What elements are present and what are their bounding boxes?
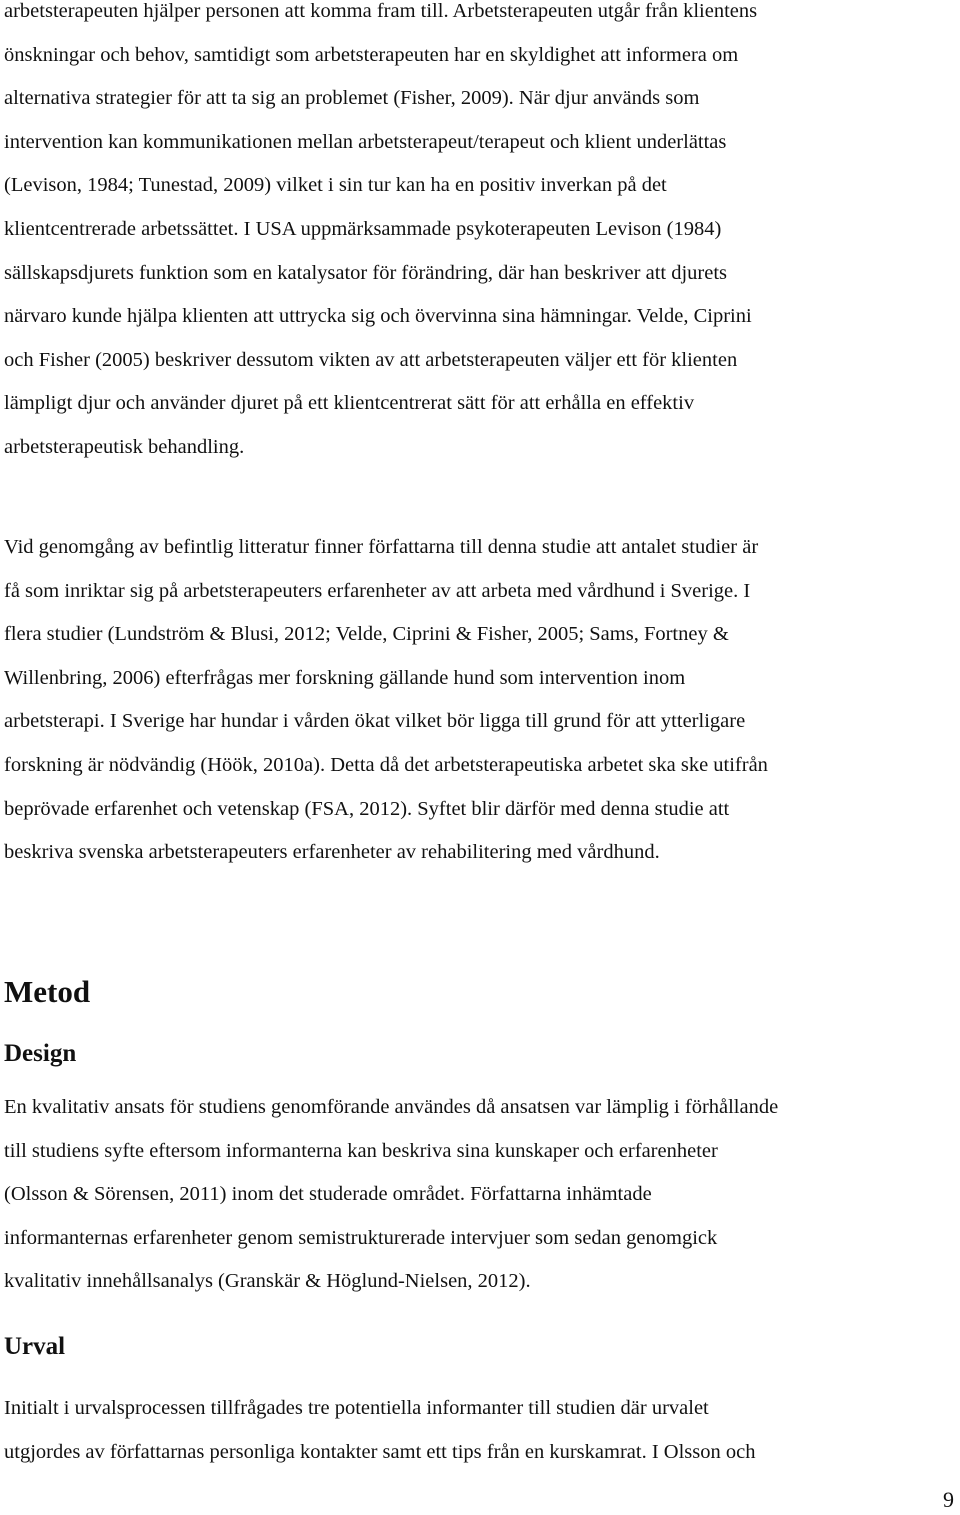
heading-design: Design <box>4 1040 77 1067</box>
text-line: Vid genomgång av befintlig litteratur finner författarna till denna studie att antalet studier är <box>4 536 759 558</box>
text-line: sällskapsdjurets funktion som en katalysator för förändring, där han beskriver att djurets <box>4 261 728 284</box>
text-line: och Fisher (2005) beskriver dessutom vikten av att arbetsterapeuten väljer ett för klienten <box>4 348 738 371</box>
text-line: alternativa strategier för att ta sig an problemet (Fisher, 2009). När djur används som <box>4 87 700 110</box>
intro-paragraph <box>4 0 757 470</box>
heading-urval: Urval <box>4 1333 66 1360</box>
text-line: arbetsterapi. I Sverige har hundar i vården ökat vilket bör ligga till grund för att ytterligare <box>4 710 746 733</box>
text-line: till studiens syfte eftersom informanterna kan beskriva sina kunskaper och erfarenheter <box>4 1139 718 1162</box>
urval-paragraph <box>4 1387 755 1474</box>
text-line: närvaro kunde hjälpa klienten att uttrycka sig och övervinna sina hämningar. Velde, Ciprini <box>4 305 752 328</box>
text-line: Initialt i urvalsprocessen tillfrågades tre potentiella informanter till studien där urvalet <box>4 1397 709 1419</box>
text-line: En kvalitativ ansats för studiens genomförande användes då ansatsen var lämplig i förhållande <box>4 1096 779 1118</box>
text-line: (Olsson & Sörensen, 2011) inom det studerade området. Författarna inhämtade <box>4 1183 652 1206</box>
heading-metod: Metod <box>4 974 91 1009</box>
text-line: intervention kan kommunikationen mellan arbetsterapeut/terapeut och klient underlättas <box>4 130 727 153</box>
design-paragraph <box>4 1086 778 1304</box>
text-line: önskningar och behov, samtidigt som arbetsterapeuten har en skyldighet att informera om <box>4 43 739 66</box>
text-line: (Levison, 1984; Tunestad, 2009) vilket i sin tur kan ha en positiv inverkan på det <box>4 174 667 197</box>
text-line: få som inriktar sig på arbetsterapeuters erfarenheter av att arbeta med vårdhund i Sverige. I <box>4 579 751 602</box>
text-line: beprövade erfarenhet och vetenskap (FSA, 2012). Syftet blir därför med denna studie att <box>4 797 730 820</box>
text-line: kvalitativ innehållsanalys (Granskär & Höglund-Nielsen, 2012). <box>4 1270 531 1293</box>
text-line: flera studier (Lundström & Blusi, 2012; Velde, Ciprini & Fisher, 2005; Sams, Fortney & <box>4 623 729 646</box>
text-line: lämpligt djur och använder djuret på ett klientcentrerat sätt för att erhålla en effektiv <box>4 392 695 415</box>
text-line: forskning är nödvändig (Höök, 2010a). Detta då det arbetsterapeutiska arbetet ska ske utifrån <box>4 753 768 776</box>
text-line: klientcentrerade arbetssättet. I USA uppmärksammade psykoterapeuten Levison (1984) <box>4 217 722 240</box>
text-line: beskriva svenska arbetsterapeuters erfarenheter av rehabilitering med vårdhund. <box>4 841 660 864</box>
page-number: 9 <box>943 1487 954 1512</box>
text-line: arbetsterapeutisk behandling. <box>4 435 245 458</box>
literature-paragraph <box>4 526 768 875</box>
text-line: Willenbring, 2006) efterfrågas mer forskning gällande hund som intervention inom <box>4 666 686 689</box>
text-line: informanternas erfarenheter genom semistrukturerade intervjuer som sedan genomgick <box>4 1226 718 1249</box>
text-line: arbetsterapeuten hjälper personen att komma fram till. Arbetsterapeuten utgår från klientens <box>4 0 758 22</box>
text-line: utgjordes av författarnas personliga kontakter samt ett tips från en kurskamrat. I Olsson och <box>4 1440 756 1463</box>
